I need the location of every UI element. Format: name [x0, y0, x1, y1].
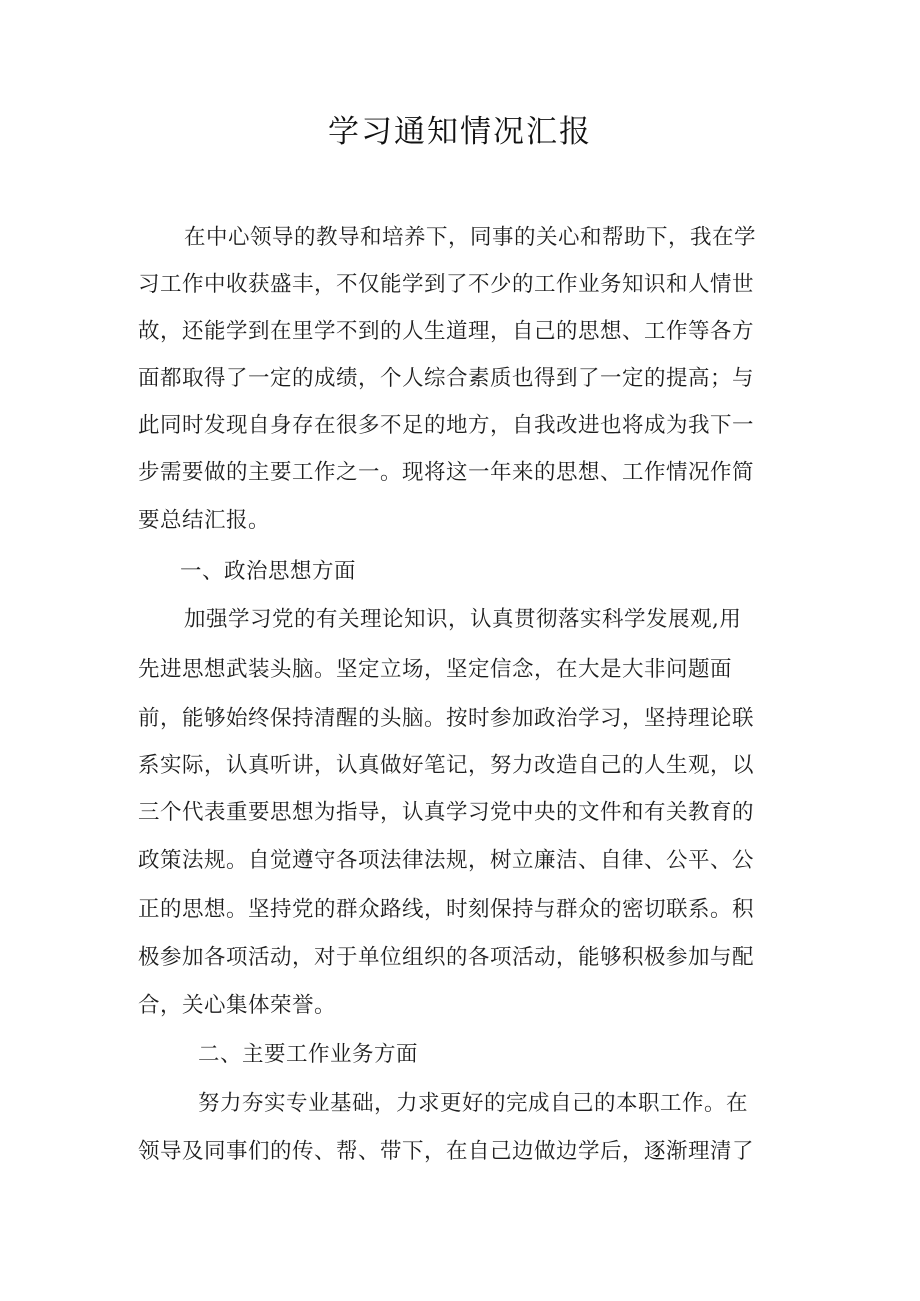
paragraph-line: 步需要做的主要工作之一。现将这一年来的思想、工作情况作简 [138, 460, 755, 485]
paragraph-line: 此同时发现自身存在很多不足的地方，自我改进也将成为我下一 [138, 413, 755, 438]
paragraph-line: 在中心领导的教导和培养下，同事的关心和帮助下，我在学 [184, 225, 757, 250]
section-heading: 一、政治思想方面 [180, 559, 357, 584]
paragraph-line: 先进思想武装头脑。坚定立场，坚定信念，在大是大非问题面 [138, 657, 733, 682]
paragraph-line: 努力夯实专业基础，力求更好的完成自己的本职工作。在 [198, 1091, 749, 1116]
paragraph-line: 故，还能学到在里学不到的人生道理，自己的思想、工作等各方 [138, 319, 755, 344]
paragraph-line: 前，能够始终保持清醒的头脑。按时参加政治学习，坚持理论联 [138, 706, 755, 731]
paragraph-line: 要总结汇报。 [138, 508, 271, 533]
paragraph-line: 面都取得了一定的成绩，个人综合素质也得到了一定的提高；与 [138, 366, 755, 391]
paragraph-line: 系实际，认真听讲，认真做好笔记，努力改造自己的人生观，以 [138, 753, 755, 778]
paragraph-line: 合，关心集体荣誉。 [138, 993, 337, 1018]
paragraph-line: 习工作中收获盛丰，不仅能学到了不少的工作业务知识和人情世 [138, 272, 755, 297]
document-title: 学习通知情况汇报 [328, 114, 592, 150]
paragraph-line: 加强学习党的有关理论知识，认真贯彻落实科学发展观,用 [184, 607, 742, 632]
paragraph-line: 极参加各项活动，对于单位组织的各项活动，能够积极参加与配 [138, 945, 755, 970]
paragraph-line: 正的思想。坚持党的群众路线，时刻保持与群众的密切联系。积 [138, 897, 755, 922]
paragraph-line: 政策法规。自觉遵守各项法律法规，树立廉洁、自律、公平、公 [138, 848, 755, 873]
paragraph-line: 领导及同事们的传、帮、带下，在自己边做边学后，逐渐理清了 [138, 1139, 755, 1164]
paragraph-line: 三个代表重要思想为指导，认真学习党中央的文件和有关教育的 [138, 800, 755, 825]
section-heading: 二、主要工作业务方面 [198, 1042, 419, 1067]
